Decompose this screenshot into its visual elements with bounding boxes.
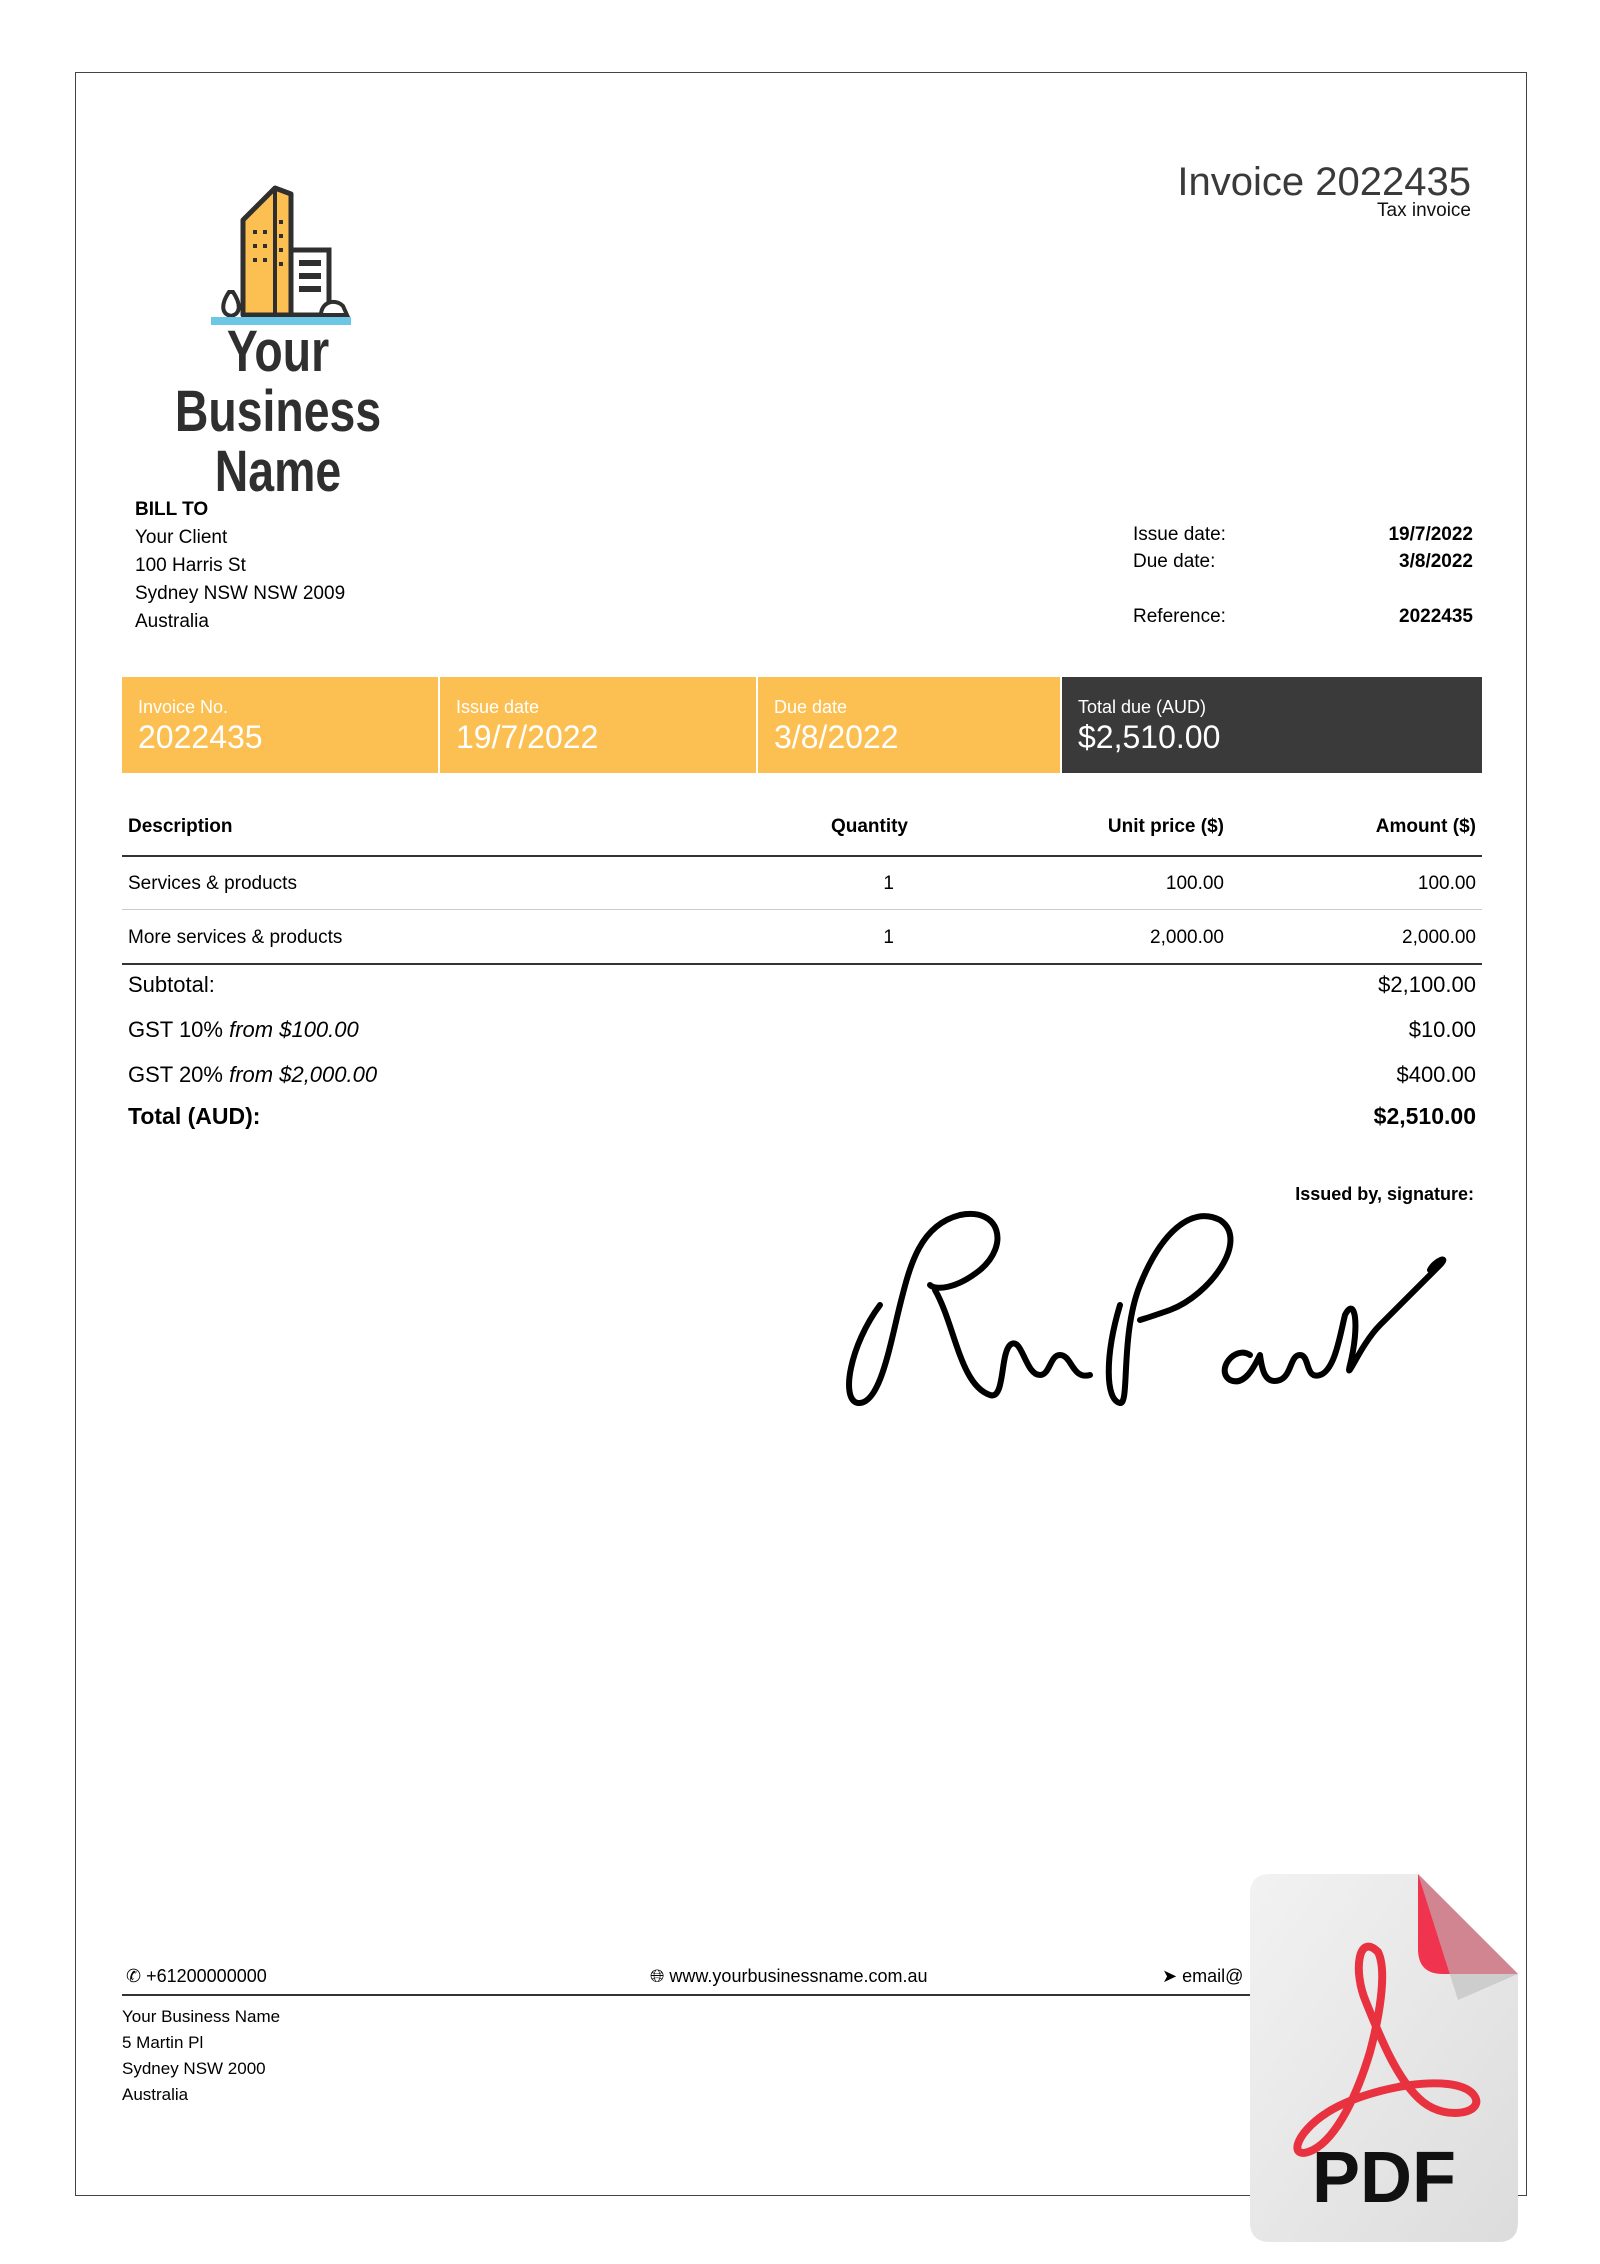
footer-email[interactable]: ➤ email@ — [1162, 1966, 1244, 1986]
client-country: Australia — [135, 611, 209, 632]
signature-label: Issued by, signature: — [1295, 1184, 1474, 1204]
reference-label: Reference: — [1133, 606, 1226, 627]
bill-to-heading: BILL TO — [135, 499, 209, 520]
banner-issue-date: Issue date 19/7/2022 — [440, 677, 756, 773]
bill-to-block — [135, 496, 345, 636]
client-name: Your Client — [135, 527, 228, 548]
pdf-label: PDF — [1312, 2138, 1456, 2218]
footer-address: Your Business Name 5 Martin Pl Sydney NSW 2000 Australia — [122, 2007, 281, 2104]
gst10-label: GST 10% from $100.00 — [128, 1017, 359, 1042]
business-name-logo: Your Business Name — [174, 319, 382, 504]
handwritten-signature — [840, 1195, 1480, 1415]
gst20-value: $400.00 — [1396, 1062, 1476, 1087]
col-quantity: Quantity — [830, 816, 908, 837]
col-unit-price: Unit price ($) — [1107, 816, 1224, 837]
col-description: Description — [128, 816, 233, 837]
summary-banner — [122, 677, 1482, 773]
send-icon: ➤ — [1162, 1966, 1178, 1986]
banner-invoice-no: Invoice No. 2022435 — [122, 677, 438, 773]
gst20-label: GST 20% from $2,000.00 — [128, 1062, 378, 1087]
due-date-label: Due date: — [1133, 551, 1216, 572]
pdf-file-icon[interactable] — [1248, 1872, 1520, 2244]
totals-block — [122, 972, 1482, 1142]
total-label: Total (AUD): — [128, 1103, 261, 1129]
phone-icon: ✆ — [126, 1966, 142, 1986]
issue-date-value: 19/7/2022 — [1388, 524, 1473, 545]
invoice-meta — [1133, 524, 1473, 634]
invoice-subtitle: Tax invoice — [1377, 200, 1471, 221]
building-logo-icon — [205, 180, 355, 330]
gst10-value: $10.00 — [1408, 1017, 1476, 1042]
banner-due-date: Due date 3/8/2022 — [758, 677, 1060, 773]
total-value: $2,510.00 — [1373, 1103, 1476, 1129]
subtotal-value: $2,100.00 — [1378, 972, 1476, 997]
col-amount: Amount ($) — [1375, 816, 1476, 837]
client-street: 100 Harris St — [135, 555, 246, 576]
footer-phone: ✆ +61200000000 — [126, 1966, 267, 1986]
footer-website[interactable]: 🌐︎ www.yourbusinessname.com.au — [650, 1966, 928, 1986]
issue-date-label: Issue date: — [1133, 524, 1226, 545]
client-city: Sydney NSW NSW 2009 — [135, 583, 346, 604]
reference-value: 2022435 — [1399, 606, 1473, 627]
globe-icon: 🌐︎ — [650, 1966, 665, 1986]
banner-total-due: Total due (AUD) $2,510.00 — [1062, 677, 1482, 773]
due-date-value: 3/8/2022 — [1399, 551, 1473, 572]
subtotal-label: Subtotal: — [128, 972, 215, 997]
line-items-table: Description Quantity Unit price ($) Amount ($) Services & products 1 100.00 100.00 More services & products 1 2,000.00 2,000.00 — [122, 797, 1482, 967]
